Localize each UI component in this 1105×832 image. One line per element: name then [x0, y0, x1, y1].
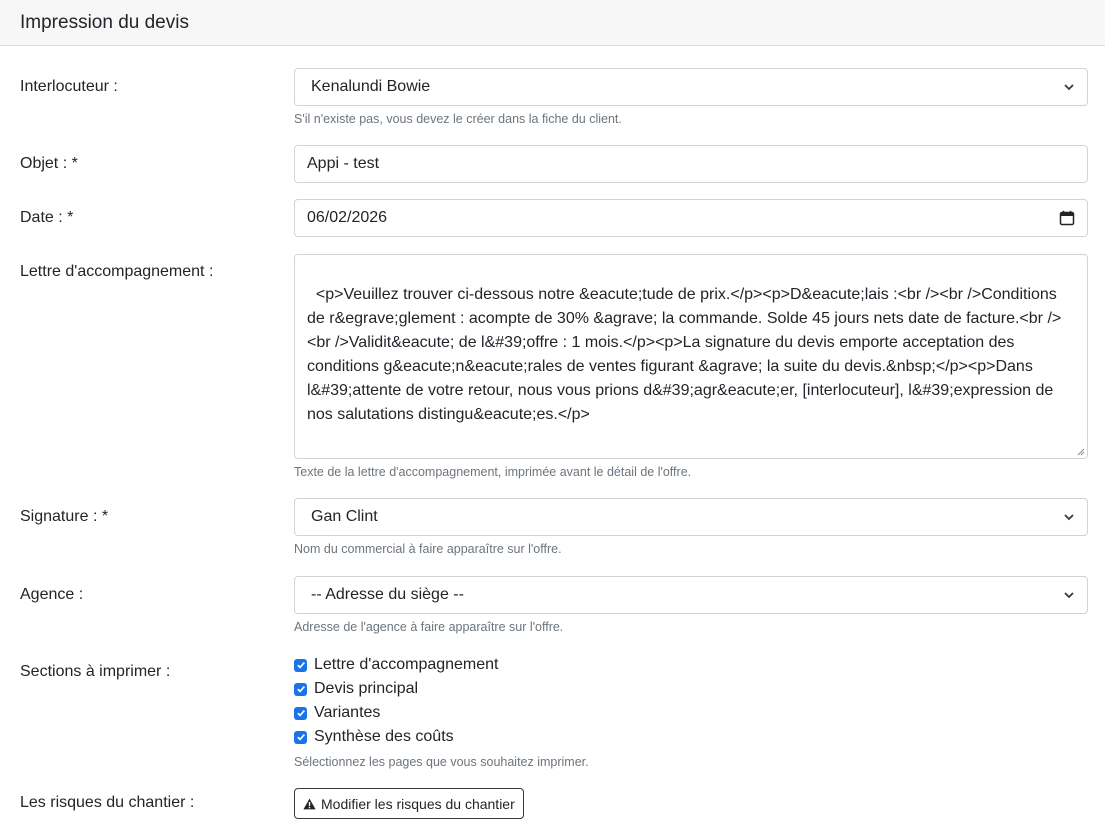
sections-label: Sections à imprimer :: [20, 663, 171, 680]
lettre-textarea[interactable]: [294, 254, 1088, 459]
chevron-down-icon: [1063, 589, 1075, 601]
date-label: Date : *: [20, 209, 74, 226]
checkbox[interactable]: [294, 731, 307, 744]
signature-select[interactable]: [294, 498, 1088, 536]
chevron-down-icon: [1063, 511, 1075, 523]
signature-value: Gan Clint: [311, 508, 378, 525]
risques-label: Les risques du chantier :: [20, 794, 195, 811]
interlocuteur-help: S'il n'existe pas, vous devez le créer dans la fiche du client.: [294, 112, 622, 126]
section-checkbox-variantes[interactable]: [294, 701, 499, 725]
chevron-down-icon: [1063, 81, 1075, 93]
lettre-value: <p>Veuillez trouver ci-dessous notre &eacute;tude de prix.</p><p>D&eacute;lais :<br /><br />Conditions de r&egrave;glement : acompte de 30% &agrave; la commande. Solde 45 jours nets date de facture.<br /><br />Validit&eacute; de l&#39;offre : 1 mois.</p><p>La signature du devis emporte acceptation des conditions g&eacute;n&eacute;rales de ventes figurant &agrave; la suite du devis.&nbsp;</p><p>Dans l&#39;attente de votre retour, nous vous prions d&#39;agr&eacute;er, [interlocuteur], l&#39;expression de nos salutations distingu&eacute;es.</p>: [307, 286, 1062, 423]
section-checkbox-devis-principal[interactable]: [294, 677, 499, 701]
date-input[interactable]: [294, 199, 1088, 237]
checkmark-icon: [296, 708, 306, 718]
agence-label: Agence :: [20, 586, 84, 603]
card-header: [0, 0, 1105, 46]
lettre-help: Texte de la lettre d'accompagnement, imprimée avant le détail de l'offre.: [294, 465, 692, 479]
checkbox-label: Variantes: [314, 704, 381, 721]
resize-handle-icon[interactable]: [1076, 447, 1085, 456]
checkbox[interactable]: [294, 707, 307, 720]
checkmark-icon: [296, 660, 306, 670]
lettre-label: Lettre d'accompagnement :: [20, 263, 214, 280]
objet-value: Appi - test: [307, 155, 380, 172]
warning-triangle-icon: [303, 798, 316, 810]
date-value: 06/02/2026: [307, 209, 388, 226]
checkmark-icon: [296, 684, 306, 694]
agence-help: Adresse de l'agence à faire apparaître sur l'offre.: [294, 620, 564, 634]
modifier-risques-button[interactable]: [294, 788, 524, 819]
interlocuteur-value: Kenalundi Bowie: [311, 78, 431, 95]
checkbox[interactable]: [294, 659, 307, 672]
interlocuteur-select[interactable]: [294, 68, 1088, 106]
objet-input[interactable]: [294, 145, 1088, 183]
page-title: Impression du devis: [20, 11, 189, 33]
sections-checkbox-group: [294, 653, 499, 749]
checkbox-label: Devis principal: [314, 680, 419, 697]
agence-value: -- Adresse du siège --: [311, 586, 464, 603]
calendar-icon[interactable]: [1059, 210, 1075, 226]
signature-label: Signature : *: [20, 508, 109, 525]
signature-help: Nom du commercial à faire apparaître sur l'offre.: [294, 542, 562, 556]
checkbox-label: Synthèse des coûts: [314, 728, 454, 745]
objet-label: Objet : *: [20, 155, 78, 172]
interlocuteur-label: Interlocuteur :: [20, 78, 118, 95]
checkbox[interactable]: [294, 683, 307, 696]
section-checkbox-synthese[interactable]: [294, 725, 499, 749]
section-checkbox-lettre[interactable]: [294, 653, 499, 677]
checkbox-label: Lettre d'accompagnement: [314, 656, 499, 673]
checkmark-icon: [296, 732, 306, 742]
modifier-risques-label: Modifier les risques du chantier: [321, 795, 515, 812]
agence-select[interactable]: [294, 576, 1088, 614]
sections-help: Sélectionnez les pages que vous souhaitez imprimer.: [294, 755, 589, 769]
